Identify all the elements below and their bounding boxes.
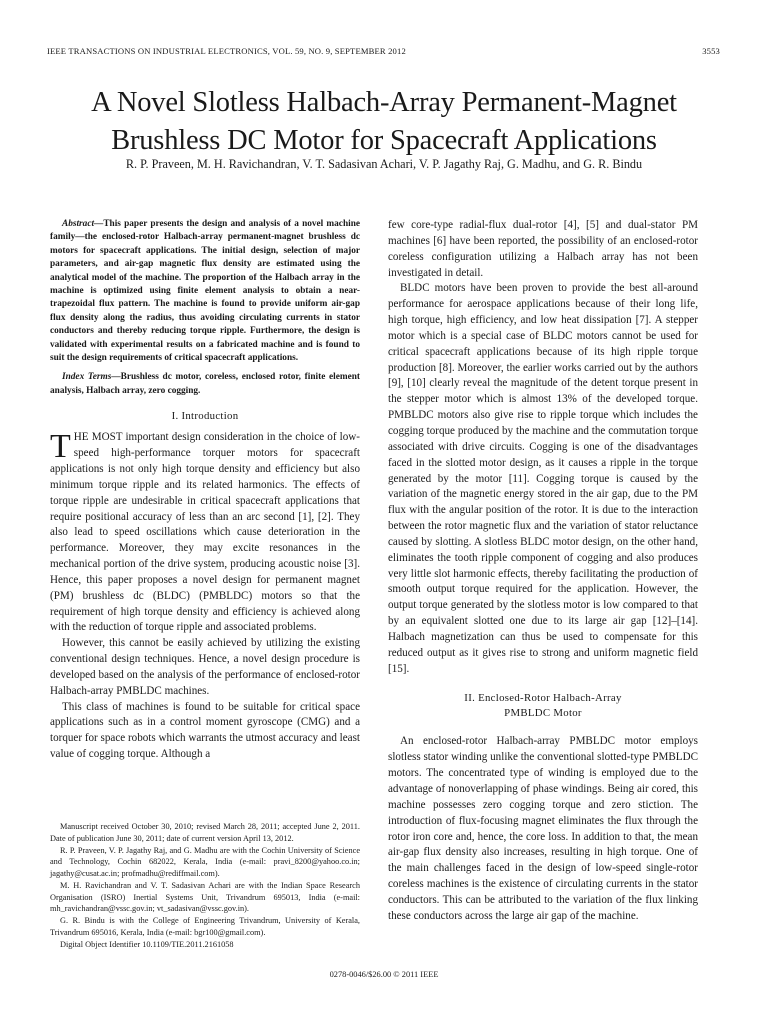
footnote-affiliation-2: M. H. Ravichandran and V. T. Sadasivan Achari are with the Indian Space Research Organisation (ISRO) Inertial Systems Unit, Trivandrum 695013, India (e-mail: mh_ravichandran@vssc.gov.in; vt_sadasivan@vssc.gov.in). — [50, 880, 360, 914]
footnote-manuscript: Manuscript received October 30, 2010; revised March 28, 2011; accepted June 2, 2011. Date of publication June 30, 2011; date of current version April 13, 2012. — [50, 822, 360, 843]
abstract-text: This paper presents the design and analysis of a novel machine family—the enclosed-rotor Halbach-array permanent-magnet brushless dc motors for spacecraft applications. The initial design, selection of major parameters, and air-gap magnetic flux density are estimated using the analytical model of the machine. The proportion of the Halbach array in the machine is optimized using finite element analysis to obtain a near-trapezoidal flux pattern. The machine is found to provide uniform air-gap flux density along the radius, thus avoiding circulating currents in stator conductors and thereby reducing torque ripple. Furthermore, the design is validated with experimental results on a fabricated machine and is found to suit the design requirements of critical spacecraft applications. — [50, 219, 360, 364]
intro-paragraph-3: This class of machines is found to be suitable for critical space applications such as in a control moment gyroscope (CMG) and a torquer for space robots which warrants the utmost accuracy and least value of cogging torque. Although a — [50, 700, 360, 761]
title-line-1: A Novel Slotless Halbach-Array Permanent-Magnet — [91, 87, 677, 118]
author-list: R. P. Praveen, M. H. Ravichandran, V. T. Sadasivan Achari, V. P. Jagathy Raj, G. Madhu, and G. R. Bindu — [125, 157, 643, 171]
paper-title — [20, 84, 748, 160]
index-terms — [50, 371, 360, 398]
copyright-footer: 0278-0046/$26.00 © 2011 IEEE — [329, 970, 439, 979]
index-terms-label: Index Terms— — [62, 372, 121, 383]
footnote-affiliation-3: G. R. Bindu is with the College of Engineering Trivandrum, University of Kerala, Trivandrum 695016, Kerala, India (e-mail: bgr100@gmail.com). — [50, 916, 360, 937]
running-header — [47, 46, 720, 56]
intro-paragraph-2: However, this cannot be easily achieved by utilizing the existing conventional design techniques. Hence, a novel design procedure is developed based on the analysis of the performance of enclosed-rotor Halbach-array PMBLDC machines. — [50, 637, 360, 697]
abstract-label: Abstract— — [62, 219, 104, 229]
footnote-affiliation-1: R. P. Praveen, V. P. Jagathy Raj, and G. Madhu are with the Cochin University of Science and Technology, Cochin 682022, Kerala, India (e-mail: pravi_8200@yahoo.co.in; jagathy@cusat.ac.in; profmadhu@rediffmail.com). — [50, 845, 360, 878]
section-heading-introduction: I. Introduction — [171, 410, 239, 423]
right-paragraph-3: An enclosed-rotor Halbach-array PMBLDC motor employs slotless stator winding unlike the conventional slotted-type PMBLDC motors. The concentrated type of winding is employed due to the advantage of nonoverlapping of phase windings. Being air cored, this machine possesses zero cogging torque and zero stiction. The introduction of flux-focusing magnet eliminates the flux through the rotor iron core and, hence, the core loss. In addition to that, the mean air-gap flux density also increases, resulting in high torque. One of the main challenges faced in the design of low-speed single-rotor coreless machines is the existence of circulating currents in the stator conductors. This can be attributed to the variation of the flux linking these conductors across the large air gap of the machine. — [388, 735, 698, 922]
abstract — [50, 218, 360, 365]
title-line-2: Brushless DC Motor for Spacecraft Applications — [111, 125, 657, 156]
left-column — [50, 218, 360, 763]
right-paragraph-2: BLDC motors have been proven to provide the best all-around performance for aerospace applications because of their long life, high torque, high efficiency, and low heat dissipation [7]. A stepper motor which is a special case of BLDC motors cannot be used for critical spacecraft applications because of its high ripple torque production [8]. Moreover, the earlier works carried out by the authors [9], [10] clearly reveal the magnitude of the detent torque present in the stepper motor which is almost 13% of the developed torque. PMBLDC motors also give rise to ripple torque which includes the cogging torque produced by the machine and the commutation torque associated with drive circuits. Cogging is one of the disadvantages faced in the slotted motor design, as it causes a ripple in the torque generated by the motor [11]. Cogging torque is caused by the variation of the magnetic energy stored in the air gap, due to the PM flux with the angular position of the rotor. It is due to the interaction between the rotor magnetic flux and the variation of stator reluctance caused by slotting. A slotless BLDC motor design, on the other hand, eliminates the tooth ripple component of cogging and also produces very little slot harmonic effects, thereby facilitating the production of smooth output torque required for the application. However, the output torque generated by the slotless motor is low compared to that by an equivalent slotted one due to its large air gap [12]–[14]. Halbach magnetization can thus be used to compensate for this reduced output as it gives rise to strong and uniform magnetic field [15]. — [388, 282, 698, 675]
index-terms-text: Brushless dc motor, coreless, enclosed rotor, finite element analysis, Halbach array, zero cogging. — [50, 372, 360, 396]
footnote-doi: Digital Object Identifier 10.1109/TIE.2011.2161058 — [60, 939, 234, 949]
footnotes — [50, 821, 360, 950]
section-heading-enclosed-rotor — [388, 691, 698, 721]
section-heading-line-2: PMBLDC Motor — [504, 707, 582, 720]
section-heading-line-1: II. Enclosed-Rotor Halbach-Array — [464, 692, 622, 705]
page-number: 3553 — [702, 46, 720, 56]
right-paragraph-1: few core-type radial-flux dual-rotor [4], [5] and dual-stator PM machines [6] have been reported, the possibility of an enclosed-rotor coreless configuration utilizing a Halbach array has not been investigated in detail. — [388, 219, 698, 279]
drop-cap: T — [50, 428, 71, 466]
journal-name: IEEE TRANSACTIONS ON INDUSTRIAL ELECTRONICS, VOL. 59, NO. 9, SEPTEMBER 2012 — [47, 46, 406, 56]
right-column — [388, 218, 698, 925]
intro-paragraph-1 — [50, 430, 360, 636]
intro-paragraph-1-text: HE MOST important design consideration in the choice of low-speed high-performance torquer motors for spacecraft applications is not only high torque density and efficiency but also minimum torque ripple and its related harmonics. The effects of torque ripple are undesirable in critical spacecraft applications that require positional accuracy of less than an arc second [1], [2]. They also lead to speed oscillations which cause deterioration in the performance. Moreover, they may excite resonances in the mechanical portion of the drive system, producing acoustic noise [3]. Hence, this paper proposes a novel design for permanent magnet (PM) brushless dc (BLDC) (PMBLDC) motors so that the requirement of high torque density and efficiency is achieved along with the reduction of torque ripple and associated problems. — [50, 431, 360, 634]
